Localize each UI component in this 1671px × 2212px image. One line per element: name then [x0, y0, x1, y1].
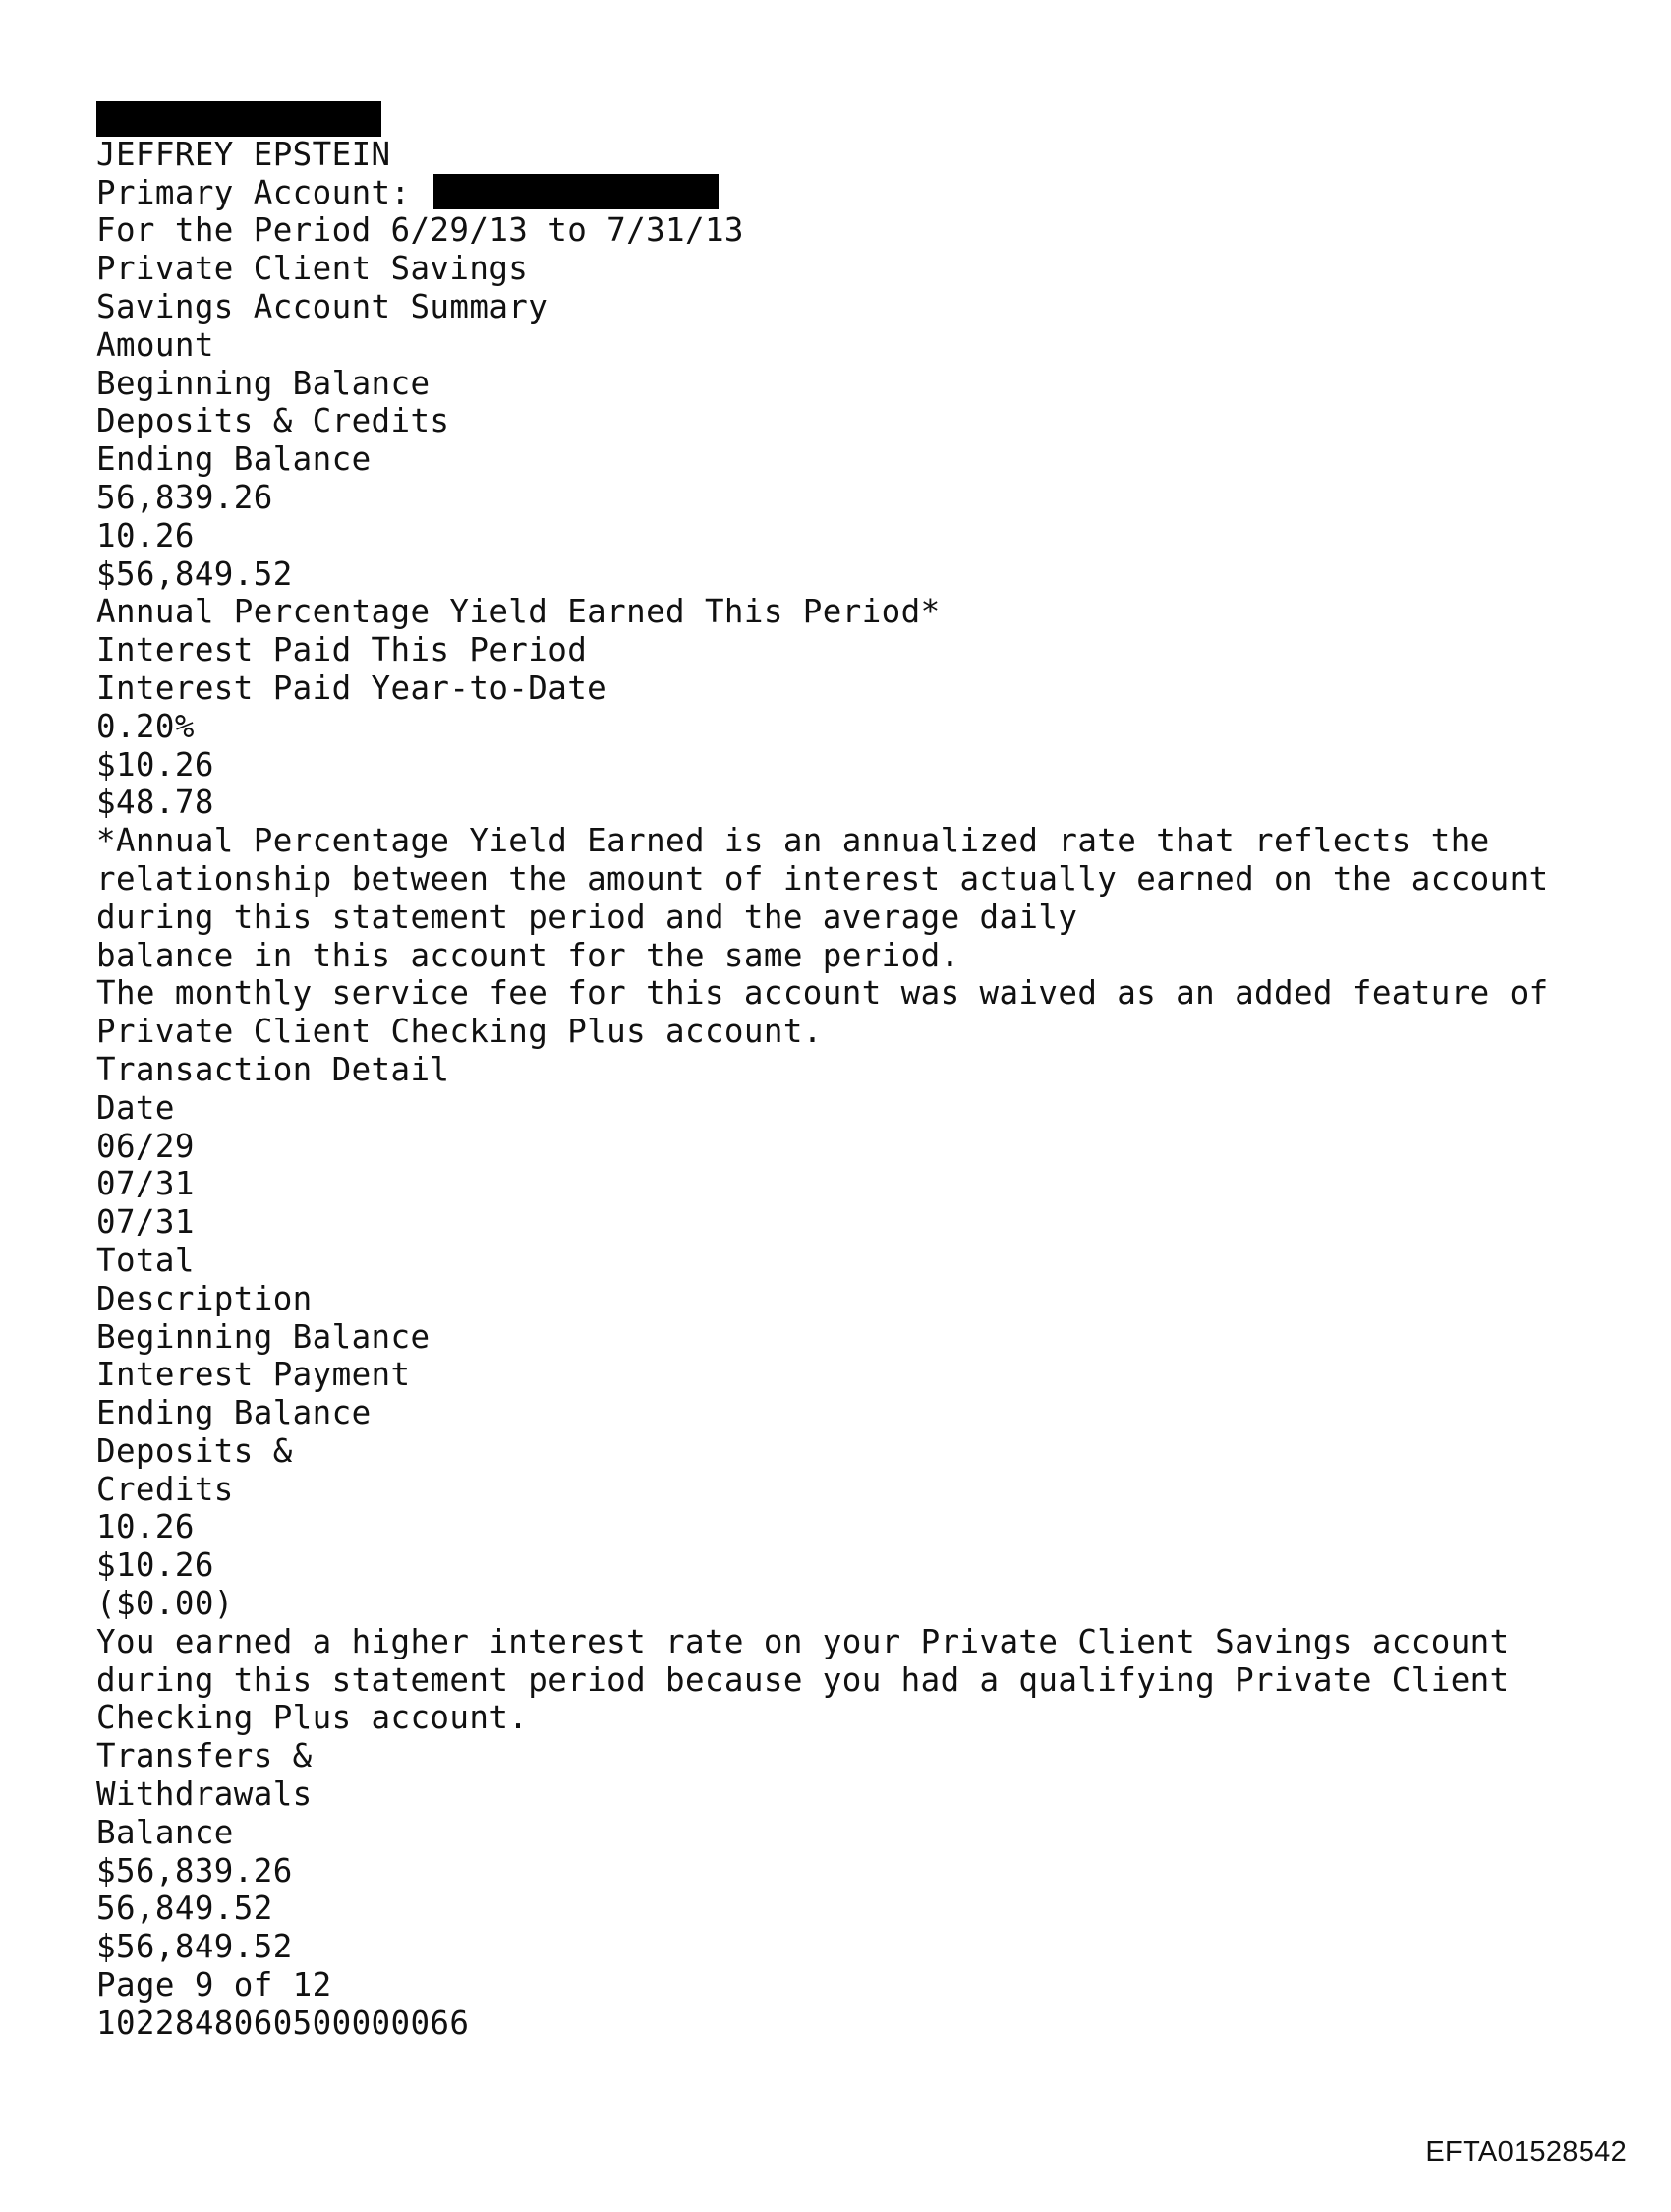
- rate-note-line: Checking Plus account.: [96, 1699, 529, 1737]
- page-number: Page 9 of 12: [96, 1966, 332, 2005]
- summary-label: Beginning Balance: [96, 364, 431, 402]
- transaction-date: 07/31: [96, 1165, 195, 1203]
- interest-label: Annual Percentage Yield Earned This Period*: [96, 593, 941, 631]
- transaction-date: 06/29: [96, 1127, 195, 1165]
- summary-amount-header: Amount: [96, 325, 214, 364]
- fee-note-line: The monthly service fee for this account was waived as an added feature of: [96, 974, 1549, 1013]
- apy-footnote-line: during this statement period and the average daily: [96, 898, 1078, 936]
- withdrawals-header: Transfers &: [96, 1737, 313, 1775]
- total-label: Total: [96, 1241, 195, 1279]
- interest-label: Interest Paid Year-to-Date: [96, 669, 607, 707]
- apy-footnote-line: *Annual Percentage Yield Earned is an annualized rate that reflects the: [96, 822, 1490, 860]
- summary-label: Deposits & Credits: [96, 402, 450, 440]
- interest-label: Interest Paid This Period: [96, 631, 588, 669]
- balance-value: $56,839.26: [96, 1851, 293, 1890]
- fee-note-line: Private Client Checking Plus account.: [96, 1013, 823, 1051]
- transaction-description: Interest Payment: [96, 1356, 411, 1394]
- redaction-bar: [433, 174, 719, 209]
- transaction-date: 07/31: [96, 1203, 195, 1242]
- interest-value: 0.20%: [96, 707, 195, 745]
- deposit-value: $10.26: [96, 1546, 214, 1585]
- apy-footnote-line: balance in this account for the same period.: [96, 936, 960, 974]
- description-header: Description: [96, 1279, 313, 1317]
- summary-value: 10.26: [96, 516, 195, 554]
- redacted-header-line: [96, 97, 1630, 136]
- primary-account-label: Primary Account:: [96, 173, 411, 211]
- account-holder-name: JEFFREY EPSTEIN: [96, 135, 391, 173]
- summary-value: 56,839.26: [96, 478, 273, 516]
- balance-value: 56,849.52: [96, 1890, 273, 1928]
- statement-text: [96, 97, 1630, 2043]
- rate-note-line: during this statement period because you had a qualifying Private Client: [96, 1660, 1510, 1699]
- deposits-header: Credits: [96, 1470, 234, 1508]
- document-code: 1022848060500000066: [96, 2004, 470, 2042]
- apy-footnote-line: relationship between the amount of interest actually earned on the account: [96, 859, 1549, 898]
- interest-value: $10.26: [96, 745, 214, 784]
- deposits-header: Deposits &: [96, 1431, 293, 1470]
- bates-number: EFTA01528542: [1425, 2136, 1627, 2168]
- interest-value: $48.78: [96, 784, 214, 822]
- primary-account-line: [96, 174, 1630, 212]
- redaction-bar: [96, 101, 381, 137]
- summary-label: Ending Balance: [96, 440, 372, 479]
- withdrawals-header: Withdrawals: [96, 1775, 313, 1814]
- account-type: Private Client Savings: [96, 250, 529, 288]
- transaction-heading: Transaction Detail: [96, 1050, 450, 1088]
- balance-value: $56,849.52: [96, 1928, 293, 1966]
- transaction-description: Beginning Balance: [96, 1317, 431, 1356]
- date-header: Date: [96, 1088, 175, 1127]
- deposit-value: 10.26: [96, 1508, 195, 1546]
- statement-period: For the Period 6/29/13 to 7/31/13: [96, 211, 744, 250]
- balance-header: Balance: [96, 1813, 234, 1851]
- summary-value: $56,849.52: [96, 554, 293, 593]
- rate-note-line: You earned a higher interest rate on your Private Client Savings account: [96, 1622, 1510, 1660]
- deposit-value: ($0.00): [96, 1585, 234, 1623]
- summary-heading: Savings Account Summary: [96, 287, 548, 325]
- transaction-description: Ending Balance: [96, 1394, 372, 1432]
